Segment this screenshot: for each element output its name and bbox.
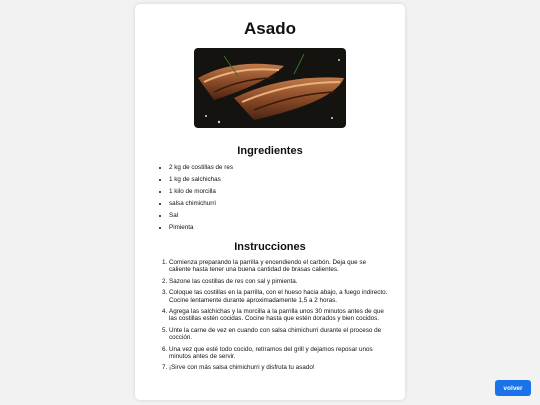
ingredients-heading: Ingredientes <box>237 145 303 157</box>
ingredient-item: • Sal <box>169 212 389 219</box>
ingredient-item: • salsa chimichurri <box>169 200 389 207</box>
instruction-step: 6. Una vez que esté todo cocido, retíramos del grill y dejamos reposar unos minutos antes de servir. <box>169 346 389 361</box>
ingredient-item: • 1 kg de salchichas <box>169 176 389 183</box>
back-button[interactable]: volver <box>495 380 531 396</box>
instruction-step: 7. ¡Sirve con más salsa chimichurri y disfruta tu asado! <box>169 364 389 371</box>
instruction-step: 5. Unte la carne de vez en cuando con salsa chimichurri durante el proceso de cocción. <box>169 327 389 342</box>
recipe-title: Asado <box>244 19 296 38</box>
recipe-image <box>194 48 346 128</box>
instructions-list <box>151 259 389 372</box>
instruction-step: 4. Agrega las salchichas y la morcilla a la parrilla unos 30 minutos antes de que las costillas estén cocidas. Cocine hasta que estén dorados y bien cocidos. <box>169 308 389 323</box>
instruction-step: 2. Sazone las costillas de res con sal y pimienta. <box>169 278 389 285</box>
instruction-step: 3. Coloque las costillas en la parrilla, con el hueso hacia abajo, a fuego indirecto. Cocine lentamente durante aproximadamente 1,5 a 2 horas. <box>169 289 389 304</box>
instruction-step: 1. Comienza preparando la parrilla y encendiendo el carbón. Deja que se caliente hasta tener una buena cantidad de brasas calientes. <box>169 259 389 274</box>
recipe-card <box>135 4 405 400</box>
ingredient-item: • Pimienta <box>169 224 389 231</box>
ingredient-item: • 1 kilo de morcilla <box>169 188 389 195</box>
ingredient-item: • 2 kg de costillas de res <box>169 164 389 171</box>
ingredients-list <box>151 164 389 231</box>
instructions-heading: Instrucciones <box>234 241 306 253</box>
